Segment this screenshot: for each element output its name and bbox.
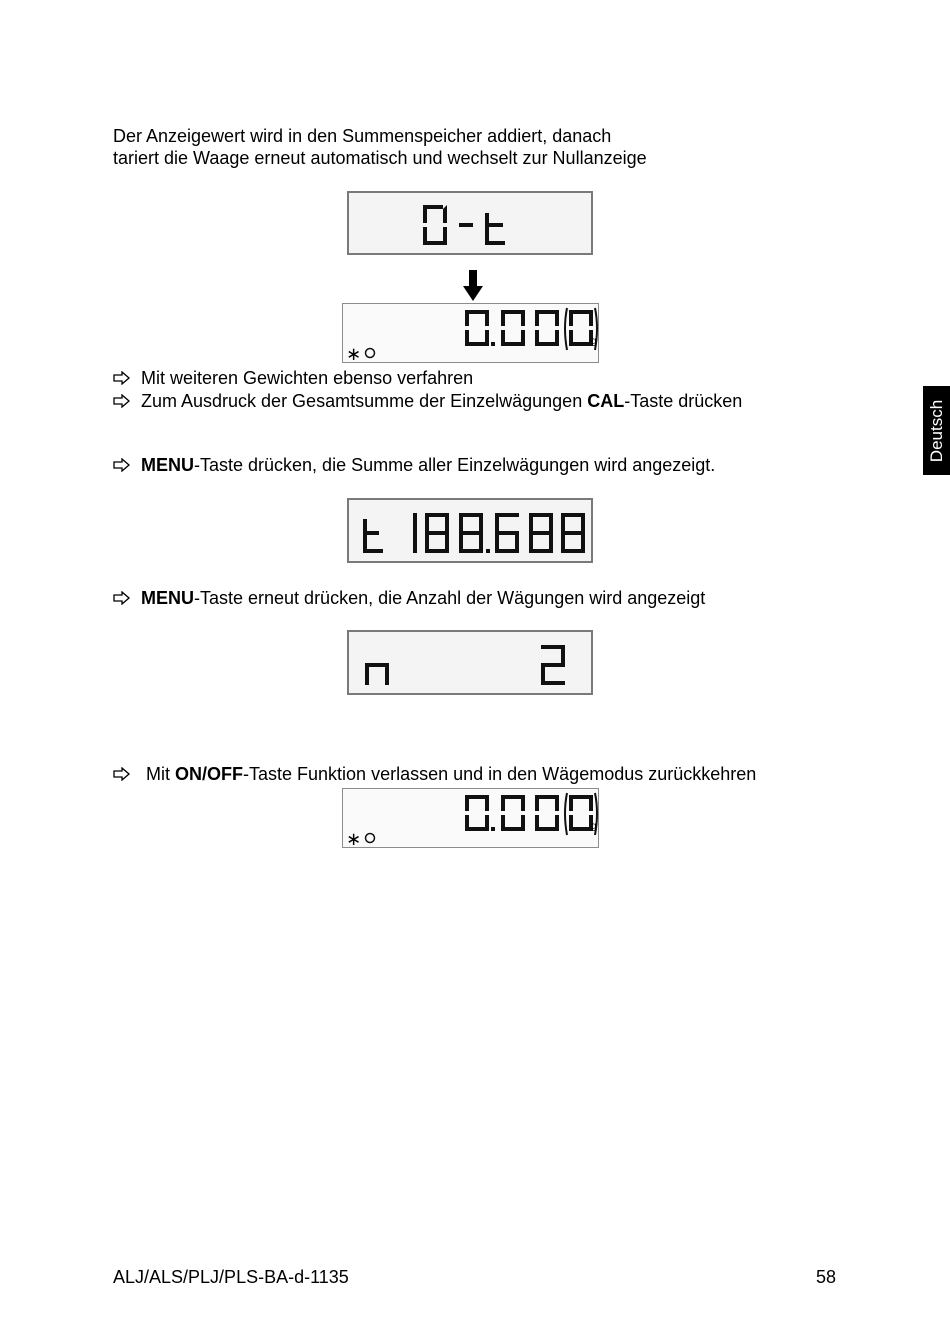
lcd-digits-sum-total <box>349 500 595 565</box>
lcd-display-zero-total <box>347 191 593 255</box>
step-2-pre: Zum Ausdruck der Gesamtsumme der Einzelwägungen <box>141 391 588 411</box>
step-5-key-off: OFF <box>207 764 244 784</box>
step-arrow-icon <box>113 458 131 472</box>
unit-label: g <box>591 336 597 347</box>
unit-label: g <box>591 821 597 832</box>
side-tab-label: Deutsch <box>926 399 946 462</box>
step-3-post: -Taste drücken, die Summe aller Einzelwägungen wird angezeigt. <box>194 455 716 475</box>
step-5-pre: Mit <box>146 764 175 784</box>
step-4-post: -Taste erneut drücken, die Anzahl der Wägungen wird angezeigt <box>194 588 706 608</box>
step-2-post: -Taste drücken <box>624 391 743 411</box>
intro-line-1: Der Anzeigewert wird in den Summenspeicher addiert, danach <box>113 126 612 146</box>
footer-page-number: 58 <box>816 1267 837 1287</box>
stable-circle-icon <box>366 349 375 358</box>
lcd-digits-count <box>349 632 595 697</box>
step-5-key-on: ON <box>175 764 202 784</box>
step-2-key-cal: CAL <box>587 391 625 411</box>
step-arrow-icon <box>113 371 131 385</box>
lcd-display-count <box>347 630 593 695</box>
step-5-slash: / <box>202 764 208 784</box>
intro-line-2: tariert die Waage erneut automatisch und wechselt zur Nullanzeige <box>113 148 647 168</box>
step-arrow-icon <box>113 394 131 408</box>
asterisk-icon: ∗ <box>346 344 362 364</box>
step-2-text <box>141 390 742 412</box>
lcd-digits-zero-total <box>349 193 595 257</box>
arrow-down-icon <box>463 270 483 302</box>
lcd-digits-weight-1 <box>343 304 600 364</box>
asterisk-icon: ∗ <box>346 829 362 849</box>
step-5-post: -Taste Funktion verlassen und in den Wägemodus zurückkehren <box>243 764 757 784</box>
lcd-digits-weight-2 <box>343 789 600 849</box>
step-4-text <box>141 587 705 609</box>
step-1-text <box>141 367 473 389</box>
footer-doc-id: ALJ/ALS/PLJ/PLS-BA-d-1135 <box>113 1267 349 1287</box>
step-arrow-icon <box>113 591 131 605</box>
step-3-text <box>141 454 715 476</box>
stable-circle-icon <box>366 834 375 843</box>
lcd-display-sum-total <box>347 498 593 563</box>
lcd-display-weight-1 <box>342 303 599 363</box>
step-3-key-menu: MENU <box>141 455 194 475</box>
language-side-tab <box>923 386 950 475</box>
step-4-key-menu: MENU <box>141 588 194 608</box>
step-1-post: Mit weiteren Gewichten ebenso verfahren <box>141 368 474 388</box>
step-5-text <box>146 763 756 785</box>
lcd-display-weight-2 <box>342 788 599 848</box>
step-arrow-icon <box>113 767 131 781</box>
